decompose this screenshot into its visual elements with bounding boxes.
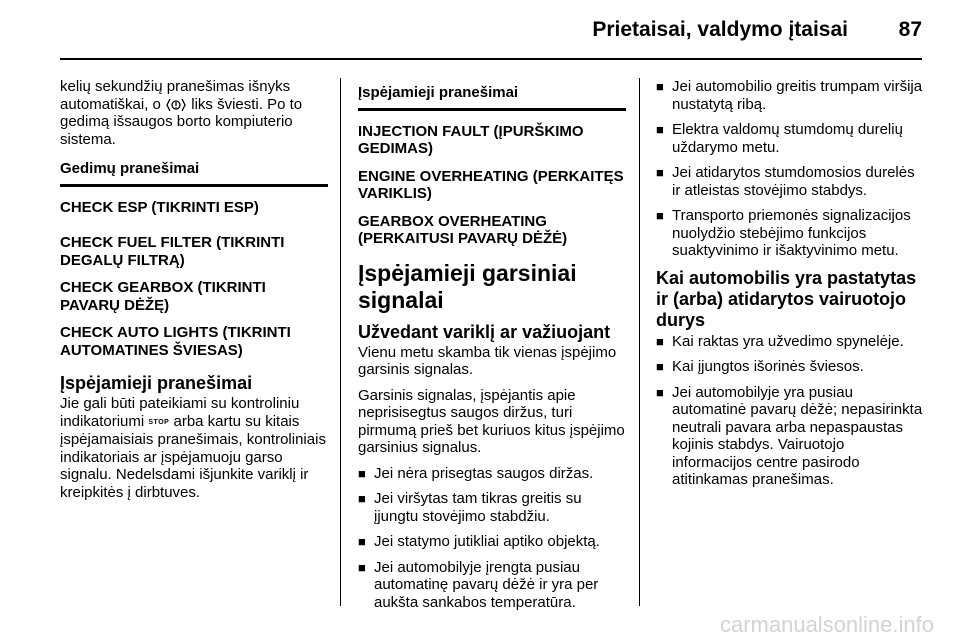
- list-item: ■ Kai raktas yra užvedimo spynelėje.: [656, 332, 904, 350]
- list-item: ■ Jei viršytas tam tikras greitis su įjungtu stovėjimo stabdžiu.: [358, 490, 582, 525]
- message-gearbox-overheating: GEARBOX OVERHEATING (PERKAITUSI PAVARŲ DĖŽĖ): [358, 212, 568, 247]
- bullet-list-top: [656, 78, 926, 260]
- column-divider-1: [340, 78, 341, 606]
- column-1: [60, 78, 328, 509]
- list-item: ■ Jei statymo jutikliai aptiko objektą.: [358, 533, 600, 550]
- bullet-icon: ■: [656, 79, 664, 94]
- bullet-icon: ■: [656, 165, 664, 180]
- message-check-fuel-filter: CHECK FUEL FILTER (TIKRINTI DEGALŲ FILTRĄ): [60, 234, 285, 269]
- message-check-auto-lights: CHECK AUTO LIGHTS (TIKRINTI AUTOMATINES ŠVIESAS): [60, 324, 291, 359]
- bullet-icon: ■: [358, 491, 366, 506]
- list-item: ■ Jei automobilyje įrengta pusiau automatinę pavarų dėžė ir yra per aukšta sankabos temperatūra.: [358, 558, 599, 611]
- bullet-icon: ■: [358, 534, 366, 549]
- warning-paragraph: Jie gali būti pateikiami su kontroliniu indikatoriumi STOP arba kartu su kitais įspėjamaisiais pranešimais, kontroliniais indikatoriais ar įspėjamuoju garso signalu. Nedelsdami išjunkite variklį ir kreipkitės į dirbtuves.: [60, 395, 326, 501]
- paragraph-1: Vienu metu skamba tik vienas įspėjimo garsinis signalas.: [358, 343, 617, 378]
- column-3: [656, 78, 926, 497]
- section-title: Įspėjamieji garsiniai signalai: [358, 259, 577, 313]
- failure-messages-heading: Gedimų pranešimai: [60, 160, 328, 187]
- watermark: carmanualsonline.info: [719, 612, 934, 637]
- bullet-icon: ■: [656, 384, 664, 400]
- bullet-icon: ■: [358, 559, 366, 575]
- list-item: ■ Jei automobilio greitis trumpam viršija nustatytą ribą.: [656, 78, 923, 113]
- warning-messages-heading: Įspėjamieji pranešimai: [60, 373, 253, 393]
- header-divider: [60, 58, 922, 60]
- stop-icon: STOP: [148, 418, 170, 426]
- bullet-list: [358, 465, 626, 612]
- list-item: ■ Kai įjungtos išorinės šviesos.: [656, 358, 864, 375]
- message-injection-fault: INJECTION FAULT (ĮPURŠKIMO GEDIMAS): [358, 122, 584, 157]
- list-item: ■ Jei atidarytos stumdomosios durelės ir atleistas stovėjimo stabdys.: [656, 164, 915, 199]
- list-item: ■ Transporto priemonės signalizacijos nuolydžio stebėjimo funkcijos suaktyvinimo ir išaktyvinimo metu.: [656, 207, 911, 259]
- list-item: ■ Elektra valdomų stumdomų durelių uždarymo metu.: [656, 121, 903, 156]
- warning-messages-subheading: Įspėjamieji pranešimai: [358, 84, 626, 111]
- list-item: ■ Jei nėra prisegtas saugos diržas.: [358, 464, 594, 482]
- paragraph-2: Garsinis signalas, įspėjantis apie neprisisegtus saugos diržus, turi pirmumą prieš bet kuriuos kitus įspėjimo garsinius signalus.: [358, 386, 625, 456]
- column-2: [358, 78, 626, 619]
- page-number: 87: [898, 18, 922, 41]
- bullet-icon: ■: [656, 122, 664, 137]
- bullet-icon: ■: [656, 208, 664, 223]
- bullet-icon: ■: [358, 465, 366, 481]
- list-item: ■ Jei automobilyje yra pusiau automatinė pavarų dėžė; nepasirinkta neutrali pavara arba nepaspaustas kojinis stabdys. Vairuotojo informacijos centre pasirodo atitinkamas pranešimas.: [656, 383, 923, 488]
- message-check-esp: CHECK ESP (TIKRINTI ESP): [60, 198, 259, 216]
- parked-heading: Kai automobilis yra pastatytas ir (arba) atidarytos vairuotojo durys: [656, 267, 917, 330]
- bullet-list-bottom: [656, 333, 926, 489]
- column-divider-2: [639, 78, 640, 606]
- intro-paragraph: kelių sekundžių pranešimas išnyks automatiškai, o liks šviesti. Po to gedimą išsaugos borto kompiuterio sistema.: [60, 78, 303, 148]
- message-engine-overheating: ENGINE OVERHEATING (PERKAITĘS VARIKLIS): [358, 167, 624, 202]
- subsection-title: Užvedant variklį ar važiuojant: [358, 321, 611, 342]
- bullet-icon: ■: [656, 359, 664, 374]
- page-header: [60, 0, 922, 60]
- bullet-icon: ■: [656, 333, 664, 349]
- message-check-gearbox: CHECK GEARBOX (TIKRINTI PAVARŲ DĖŽĘ): [60, 279, 266, 314]
- steering-fault-icon: [165, 98, 187, 112]
- page-title: Prietaisai, valdymo įtaisai: [592, 18, 848, 41]
